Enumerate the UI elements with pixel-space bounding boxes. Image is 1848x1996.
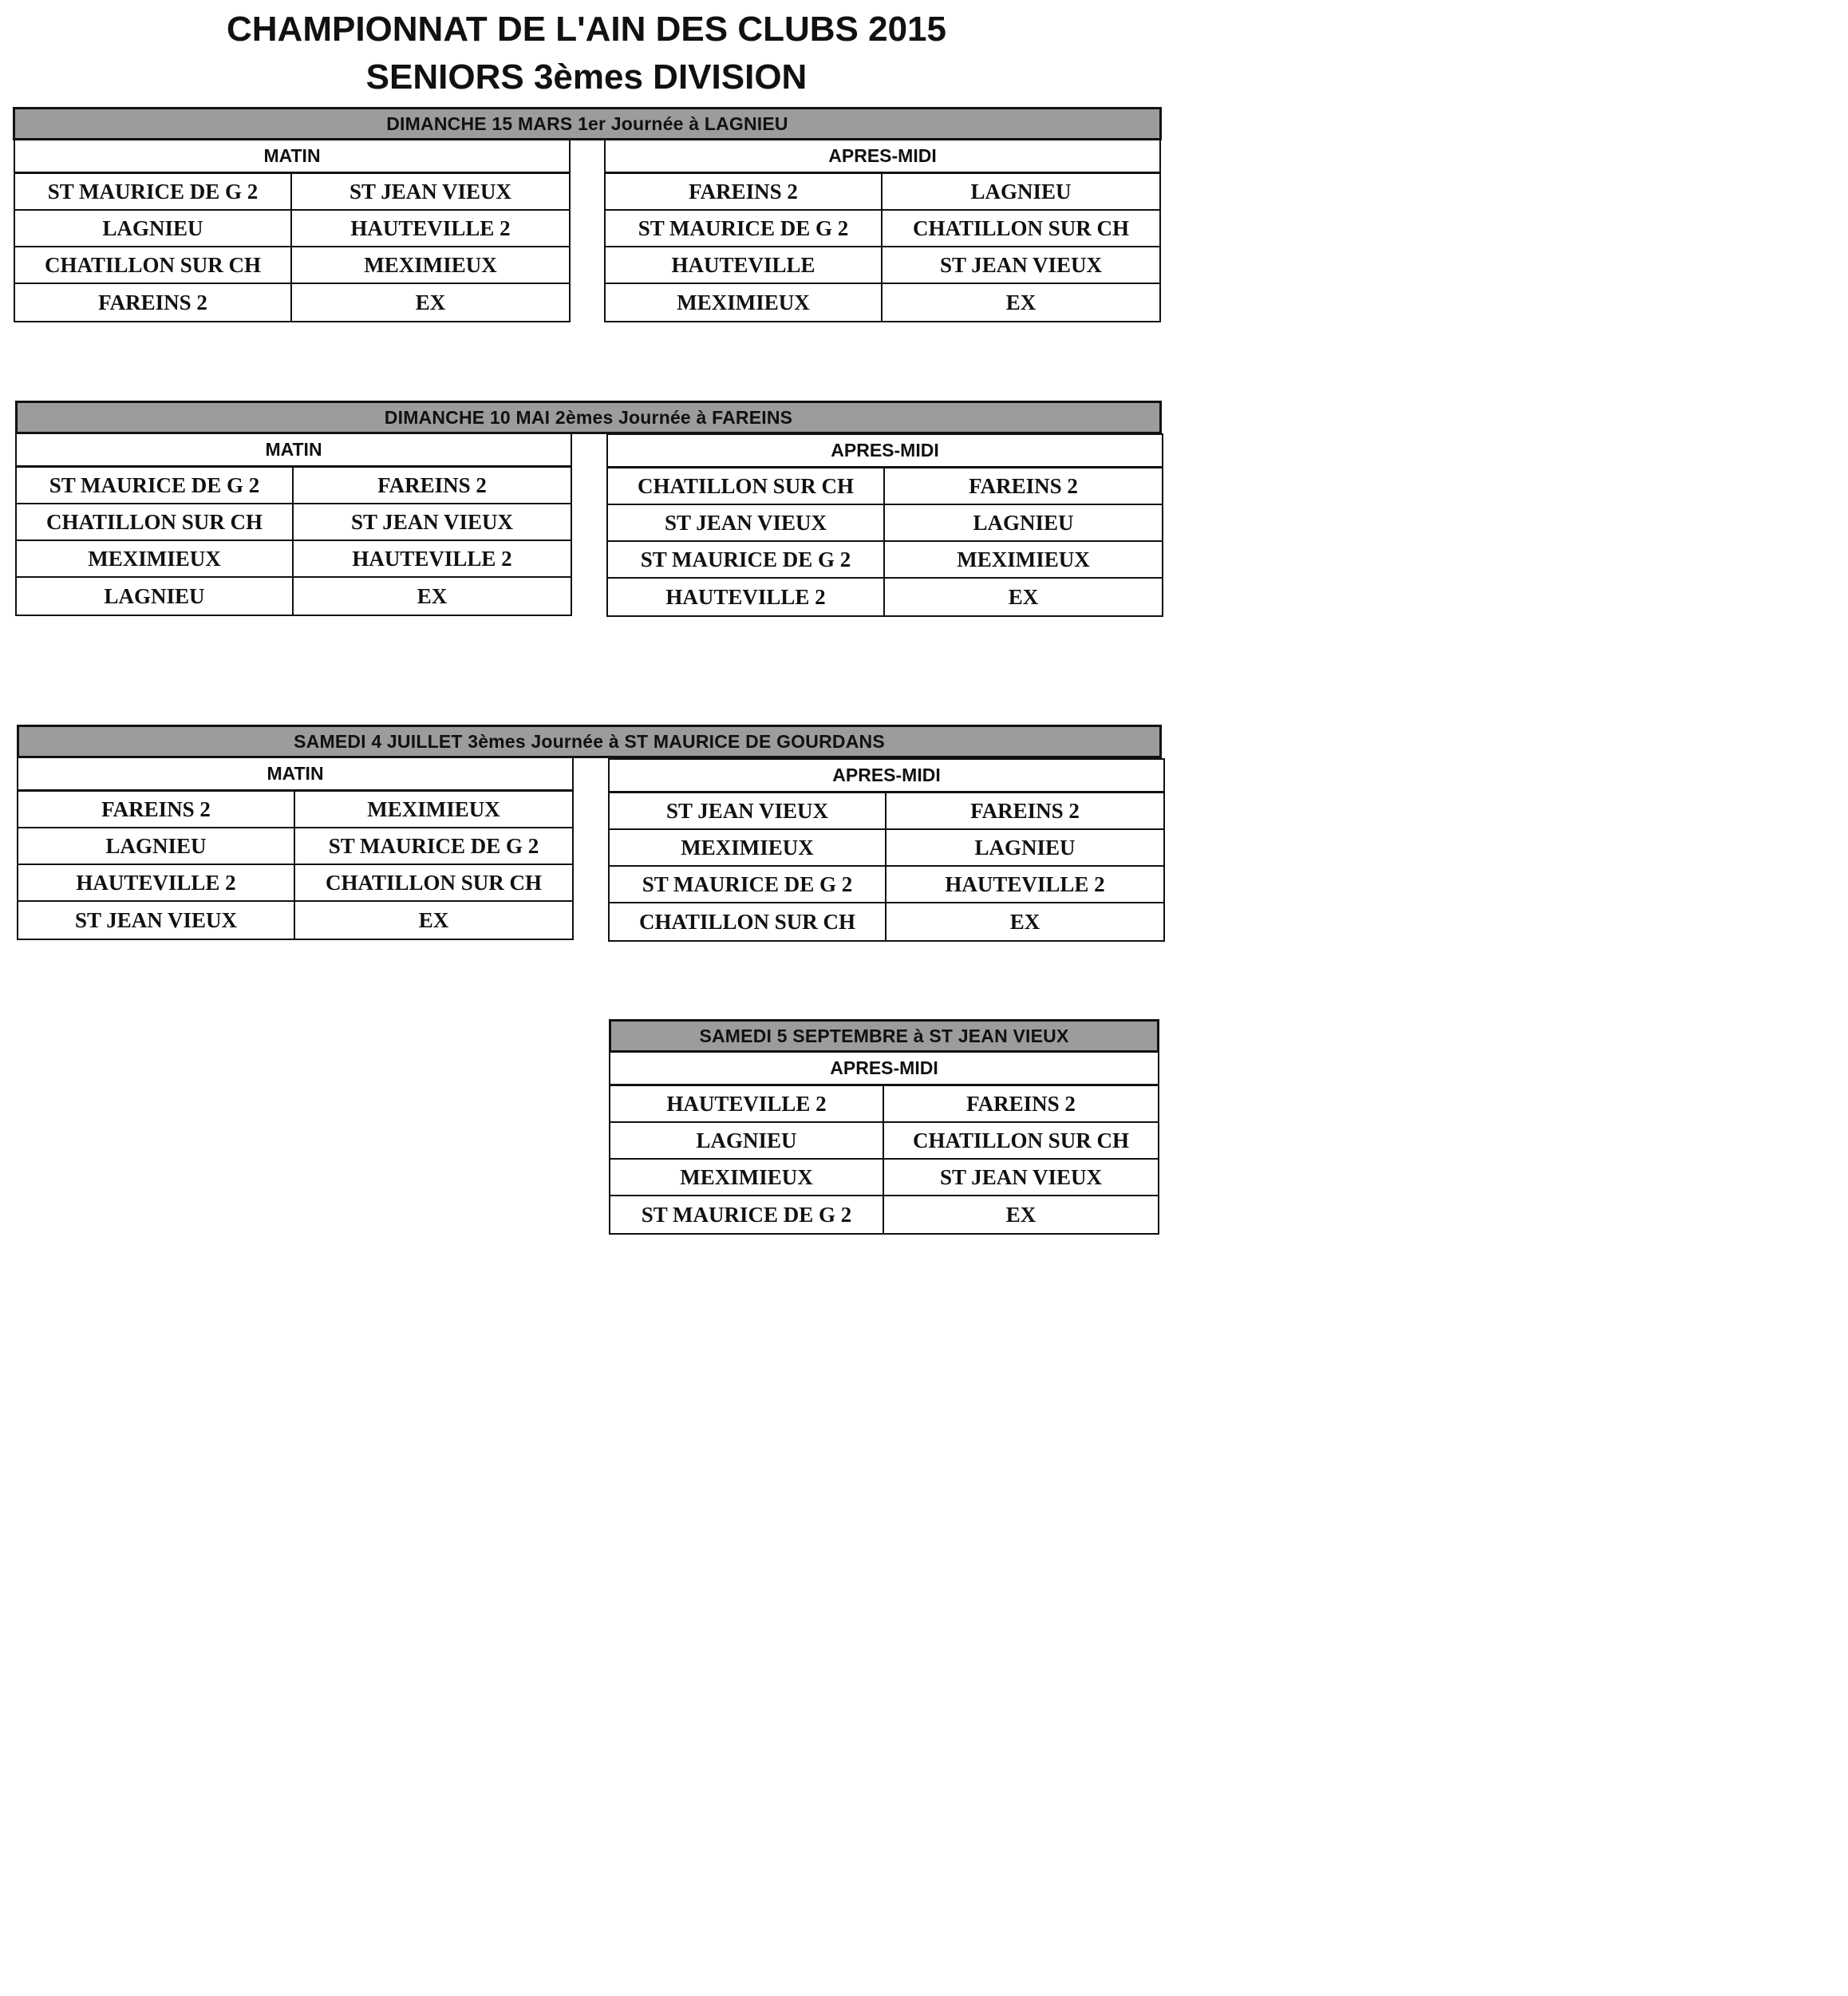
match-row xyxy=(18,828,572,865)
away-team: MEXIMIEUX xyxy=(364,252,497,277)
away-team: HAUTEVILLE 2 xyxy=(352,546,512,571)
round-2-apres-midi-table xyxy=(606,433,1163,617)
match-row xyxy=(17,541,571,578)
round-3-header: SAMEDI 4 JUILLET 3èmes Journée à ST MAURICE DE GOURDANS xyxy=(17,725,1162,758)
away-team: ST JEAN VIEUX xyxy=(939,1164,1103,1189)
match-row xyxy=(610,1086,1158,1123)
away-team: EX xyxy=(1008,584,1039,609)
home-team: ST JEAN VIEUX xyxy=(608,505,885,540)
home-team: ST JEAN VIEUX xyxy=(18,902,295,939)
match-row xyxy=(610,1196,1158,1233)
away-team: MEXIMIEUX xyxy=(957,547,1090,571)
home-team: ST MAURICE DE G 2 xyxy=(608,542,885,577)
home-team: MEXIMIEUX xyxy=(17,541,294,576)
away-team: ST MAURICE DE G 2 xyxy=(328,833,539,858)
home-team: MEXIMIEUX xyxy=(610,1160,884,1195)
away-team: HAUTEVILLE 2 xyxy=(945,872,1105,896)
match-row xyxy=(606,247,1159,284)
match-row xyxy=(17,468,571,504)
match-row xyxy=(606,284,1159,321)
away-team: FAREINS 2 xyxy=(969,473,1078,498)
match-row xyxy=(15,174,569,211)
away-team: FAREINS 2 xyxy=(966,1091,1076,1116)
away-team: EX xyxy=(1005,290,1037,314)
home-team: ST MAURICE DE G 2 xyxy=(15,174,292,209)
home-team: ST MAURICE DE G 2 xyxy=(610,1196,884,1233)
match-row xyxy=(15,247,569,284)
away-team: EX xyxy=(415,290,446,314)
home-team: CHATILLON SUR CH xyxy=(17,504,294,540)
away-team: FAREINS 2 xyxy=(970,798,1080,823)
home-team: HAUTEVILLE 2 xyxy=(18,865,295,900)
home-team: CHATILLON SUR CH xyxy=(610,903,886,940)
away-team: EX xyxy=(417,583,448,608)
match-row xyxy=(18,865,572,902)
page-title: CHAMPIONNAT DE L'AIN DES CLUBS 2015 xyxy=(227,10,946,49)
round-1-apres-midi-table xyxy=(604,139,1161,322)
home-team: HAUTEVILLE 2 xyxy=(610,1086,884,1121)
away-team: LAGNIEU xyxy=(973,510,1074,535)
match-row xyxy=(610,903,1163,940)
match-row xyxy=(610,793,1163,830)
home-team: ST JEAN VIEUX xyxy=(610,793,886,828)
away-team: LAGNIEU xyxy=(970,179,1072,204)
match-row xyxy=(17,504,571,541)
match-row xyxy=(18,792,572,828)
home-team: FAREINS 2 xyxy=(15,284,292,321)
home-team: CHATILLON SUR CH xyxy=(15,247,292,283)
home-team: LAGNIEU xyxy=(15,211,292,246)
apres-midi-label: APRES-MIDI xyxy=(606,140,1159,174)
away-team: CHATILLON SUR CH xyxy=(325,870,543,895)
away-team: MEXIMIEUX xyxy=(367,796,500,821)
home-team: HAUTEVILLE 2 xyxy=(608,579,885,615)
away-team: EX xyxy=(1005,1202,1037,1227)
away-team: EX xyxy=(418,907,449,932)
match-row xyxy=(17,578,571,615)
match-row xyxy=(608,505,1162,542)
page-subtitle: SENIORS 3èmes DIVISION xyxy=(365,57,808,97)
away-team: HAUTEVILLE 2 xyxy=(350,215,511,240)
home-team: CHATILLON SUR CH xyxy=(608,468,885,504)
home-team: HAUTEVILLE xyxy=(606,247,883,283)
away-team: ST JEAN VIEUX xyxy=(939,252,1103,277)
match-row xyxy=(18,902,572,939)
match-row xyxy=(610,1123,1158,1160)
match-row xyxy=(608,542,1162,579)
home-team: ST MAURICE DE G 2 xyxy=(610,867,886,902)
away-team: EX xyxy=(1009,909,1040,934)
home-team: LAGNIEU xyxy=(17,578,294,615)
home-team: LAGNIEU xyxy=(610,1123,884,1158)
match-row xyxy=(608,468,1162,505)
home-team: ST MAURICE DE G 2 xyxy=(606,211,883,246)
home-team: FAREINS 2 xyxy=(606,174,883,209)
round-3-apres-midi-table xyxy=(608,758,1165,942)
home-team: LAGNIEU xyxy=(18,828,295,864)
away-team: LAGNIEU xyxy=(974,835,1076,860)
home-team: MEXIMIEUX xyxy=(606,284,883,321)
home-team: MEXIMIEUX xyxy=(610,830,886,865)
match-row xyxy=(606,174,1159,211)
round-4-apres-midi-table xyxy=(609,1053,1159,1235)
matin-label: MATIN xyxy=(15,140,569,174)
round-1-matin-table xyxy=(14,140,571,322)
away-team: FAREINS 2 xyxy=(377,472,487,497)
round-1-header: DIMANCHE 15 MARS 1er Journée à LAGNIEU xyxy=(13,107,1162,140)
match-row xyxy=(15,211,569,247)
match-row xyxy=(610,830,1163,867)
home-team: FAREINS 2 xyxy=(18,792,295,827)
away-team: ST JEAN VIEUX xyxy=(349,179,512,204)
away-team: CHATILLON SUR CH xyxy=(912,215,1130,240)
away-team: CHATILLON SUR CH xyxy=(912,1128,1130,1152)
matin-label: MATIN xyxy=(18,758,572,792)
home-team: ST MAURICE DE G 2 xyxy=(17,468,294,503)
match-row xyxy=(610,1160,1158,1196)
match-row xyxy=(606,211,1159,247)
match-row xyxy=(608,579,1162,615)
round-4-header: SAMEDI 5 SEPTEMBRE à ST JEAN VIEUX xyxy=(609,1019,1159,1053)
round-2-header: DIMANCHE 10 MAI 2èmes Journée à FAREINS xyxy=(15,401,1162,434)
matin-label: MATIN xyxy=(17,434,571,468)
apres-midi-label: APRES-MIDI xyxy=(608,435,1162,468)
apres-midi-label: APRES-MIDI xyxy=(610,760,1163,793)
round-3-matin-table xyxy=(17,758,574,940)
away-team: ST JEAN VIEUX xyxy=(350,509,514,534)
match-row xyxy=(15,284,569,321)
apres-midi-label: APRES-MIDI xyxy=(610,1053,1158,1086)
match-row xyxy=(610,867,1163,903)
round-2-matin-table xyxy=(15,434,572,616)
